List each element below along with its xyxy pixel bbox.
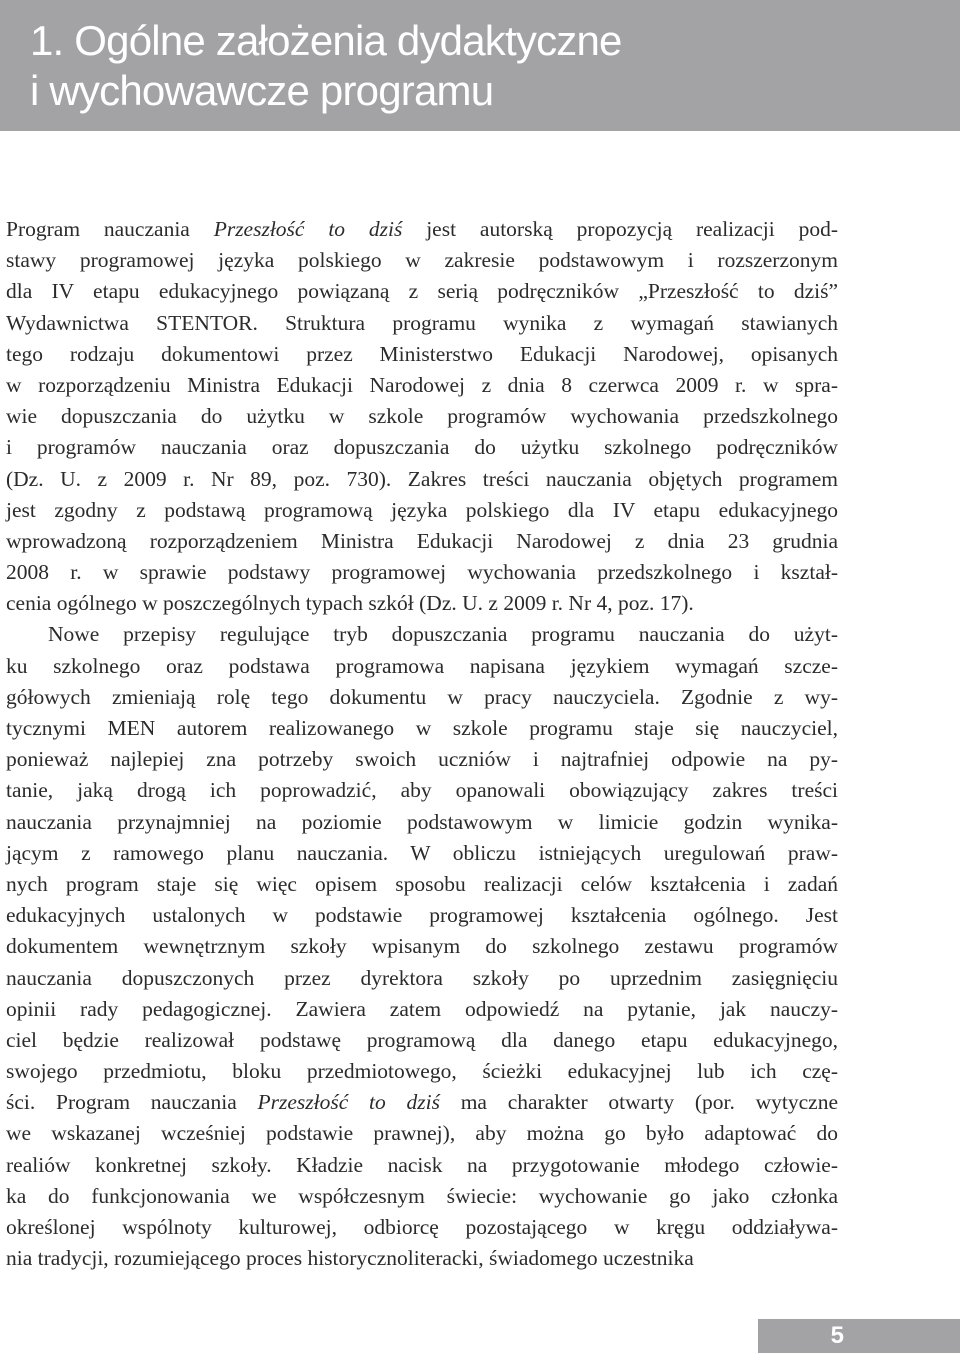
body-line: tanie, jaką drogą ich poprowadzić, aby opanowali obowiązujący zakres treści [6,778,838,803]
body-line: 2008 r. w sprawie podstawy programowej wychowania przedszkolnego i kształ- [6,560,838,585]
italic-title: Przeszłość to dziś [257,1090,440,1115]
chapter-title-line-1: 1. Ogólne założenia dydaktyczne [30,17,622,64]
body-line: nia tradycji, rozumiejącego proces historycznoliteracki, świadomego uczestnika [6,1246,694,1271]
body-line: ka do funkcjonowania we współczesnym świecie: wychowanie go jako członka [6,1183,838,1208]
body-line: jącym z ramowego planu nauczania. W obliczu istniejących uregulowań praw- [6,840,838,865]
body-line: nauczania dopuszczonych przez dyrektora szkoły po uprzednim zasięgnięciu [6,965,838,990]
body-line: ści. Program nauczania Przeszłość to dziś ma charakter otwarty (por. wytyczne [6,1090,838,1115]
body-line: dla IV etapu edukacyjnego powiązaną z serią podręczników „Przeszłość to dziś” [6,279,838,304]
body-line: (Dz. U. z 2009 r. Nr 89, poz. 730). Zakres treści nauczania objętych programem [6,466,838,491]
body-line: Program nauczania Przeszłość to dziś jest autorską propozycją realizacji pod- [6,217,838,241]
body-line: realiów konkretnej szkoły. Kładzie nacisk na przygotowanie młodego człowie- [6,1152,838,1177]
chapter-title [30,16,622,116]
page-number: 5 [830,1322,844,1349]
body-line: i programów nauczania oraz dopuszczania do użytku szkolnego podręczników [6,435,838,460]
body-text [6,214,838,1274]
body-line: w rozporządzeniu Ministra Edukacji Narodowej z dnia 8 czerwca 2009 r. w spra- [6,372,838,397]
body-line: tycznymi MEN autorem realizowanego w szkole programu staje się nauczyciel, [6,716,838,740]
italic-title: Przeszłość to dziś [213,217,403,241]
body-line: określonej wspólnoty kulturowej, odbiorcę pozostającego w kręgu oddziaływa- [6,1215,838,1239]
chapter-title-line-2: i wychowawcze programu [30,67,494,114]
body-line: ponieważ najlepiej zna potrzeby swoich uczniów i najtrafniej odpowie na py- [6,747,838,772]
body-line: opinii rady pedagogicznej. Zawiera zatem odpowiedź na pytanie, jak nauczy- [6,996,838,1021]
body-line: cenia ogólnego w poszczególnych typach szkół (Dz. U. z 2009 r. Nr 4, poz. 17). [6,591,694,616]
body-line: edukacyjnych ustalonych w podstawie programowej kształcenia ogólnego. Jest [6,903,838,928]
body-line: dokumentem wewnętrznym szkoły wpisanym do szkolnego zestawu programów [6,934,838,959]
body-line: wprowadzoną rozporządzeniem Ministra Edukacji Narodowej z dnia 23 grudnia [6,528,838,553]
body-line: we wskazanej wcześniej podstawie prawnej), aby można go było adaptować do [6,1121,838,1146]
body-line: Nowe przepisy regulujące tryb dopuszczania programu nauczania do użyt- [48,622,838,647]
body-line: stawy programowej języka polskiego w zakresie podstawowym i rozszerzonym [6,248,838,273]
body-line: nych program staje się więc opisem sposobu realizacji celów kształcenia i zadań [6,871,838,896]
body-line: Wydawnictwa STENTOR. Struktura programu wynika z wymagań stawianych [6,310,838,335]
body-line: swojego przedmiotu, bloku przedmiotowego, ścieżki edukacyjnej lub ich czę- [6,1059,838,1084]
body-line: jest zgodny z podstawą programową języka polskiego dla IV etapu edukacyjnego [6,497,838,522]
body-line: gółowych zmieniają rolę tego dokumentu w pracy nauczyciela. Zgodnie z wy- [6,684,838,709]
body-line: wie dopuszczania do użytku w szkole programów wychowania przedszkolnego [6,404,838,429]
body-line: ku szkolnego oraz podstawa programowa napisana językiem wymagań szcze- [6,653,838,678]
body-line: nauczania przynajmniej na poziomie podstawowym w limicie godzin wynika- [6,809,838,834]
body-line: tego rodzaju dokumentowi przez Ministerstwo Edukacji Narodowej, opisanych [6,341,838,366]
body-line: ciel będzie realizował podstawę programową dla danego etapu edukacyjnego, [6,1027,838,1052]
